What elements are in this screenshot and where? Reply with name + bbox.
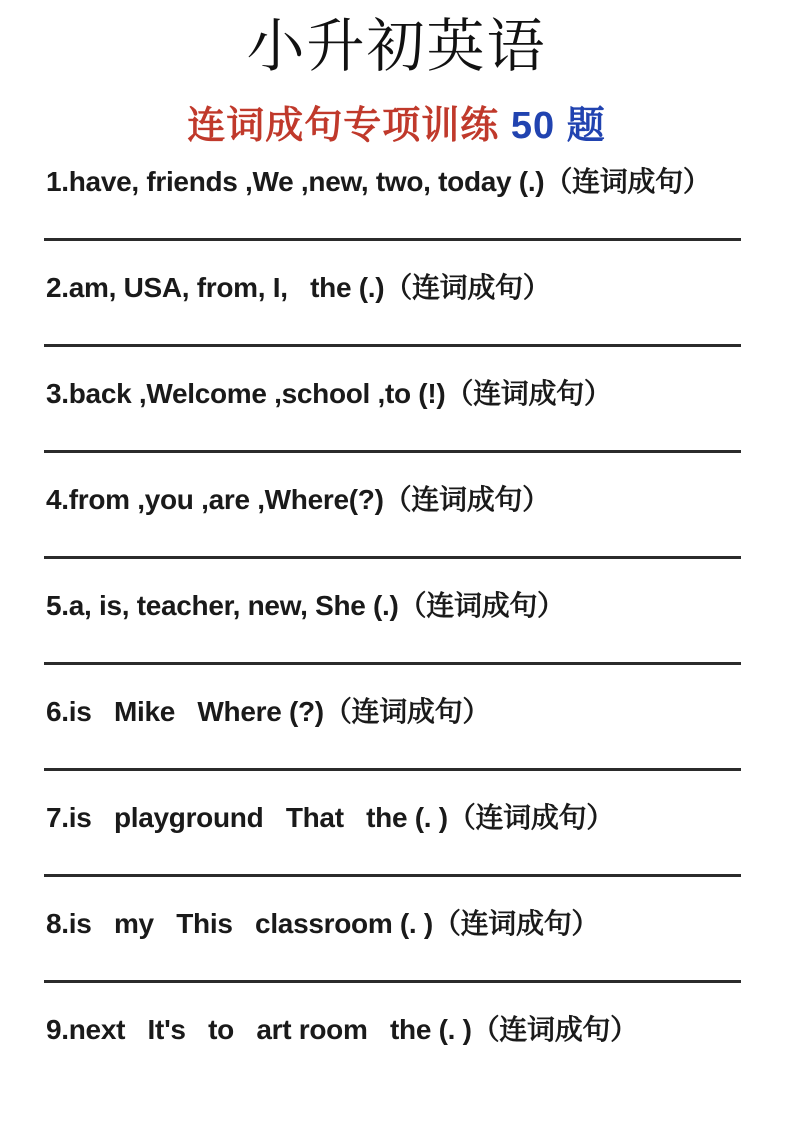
question-block xyxy=(44,800,741,877)
question-block xyxy=(44,164,741,241)
question-text: 6.is Mike Where (?)（连词成句） xyxy=(46,696,491,727)
worksheet-page xyxy=(0,14,793,1136)
page-title: 小升初英语 xyxy=(246,14,547,79)
question-block xyxy=(44,1012,741,1048)
question-text: 7.is playground That the (. )（连词成句） xyxy=(46,802,614,833)
question-block xyxy=(44,588,741,665)
question-text: 3.back ,Welcome ,school ,to (!)（连词成句） xyxy=(46,378,612,409)
question-block xyxy=(44,270,741,347)
answer-blank-line xyxy=(44,344,741,347)
question-text: 1.have, friends ,We ,new, two, today (.)（连词成句） xyxy=(46,166,711,197)
question-list xyxy=(0,164,793,1048)
subtitle-red-text: 连词成句专项训练 xyxy=(187,105,500,147)
question-block xyxy=(44,906,741,983)
page-subtitle xyxy=(0,104,793,148)
question-block xyxy=(44,376,741,453)
answer-blank-line xyxy=(44,768,741,771)
question-text: 4.from ,you ,are ,Where(?)（连词成句） xyxy=(46,484,550,515)
answer-blank-line xyxy=(44,662,741,665)
question-text: 9.next It's to art room the (. )（连词成句） xyxy=(46,1014,638,1045)
question-text: 8.is my This classroom (. )（连词成句） xyxy=(46,908,600,939)
answer-blank-line xyxy=(44,874,741,877)
question-block xyxy=(44,482,741,559)
answer-blank-line xyxy=(44,238,741,241)
question-text: 2.am, USA, from, I, the (.)（连词成句） xyxy=(46,272,551,303)
question-text: 5.a, is, teacher, new, She (.)（连词成句） xyxy=(46,590,565,621)
answer-blank-line xyxy=(44,450,741,453)
answer-blank-line xyxy=(44,980,741,983)
subtitle-blue-text: 50 题 xyxy=(499,105,606,147)
answer-blank-line xyxy=(44,556,741,559)
question-block xyxy=(44,694,741,771)
